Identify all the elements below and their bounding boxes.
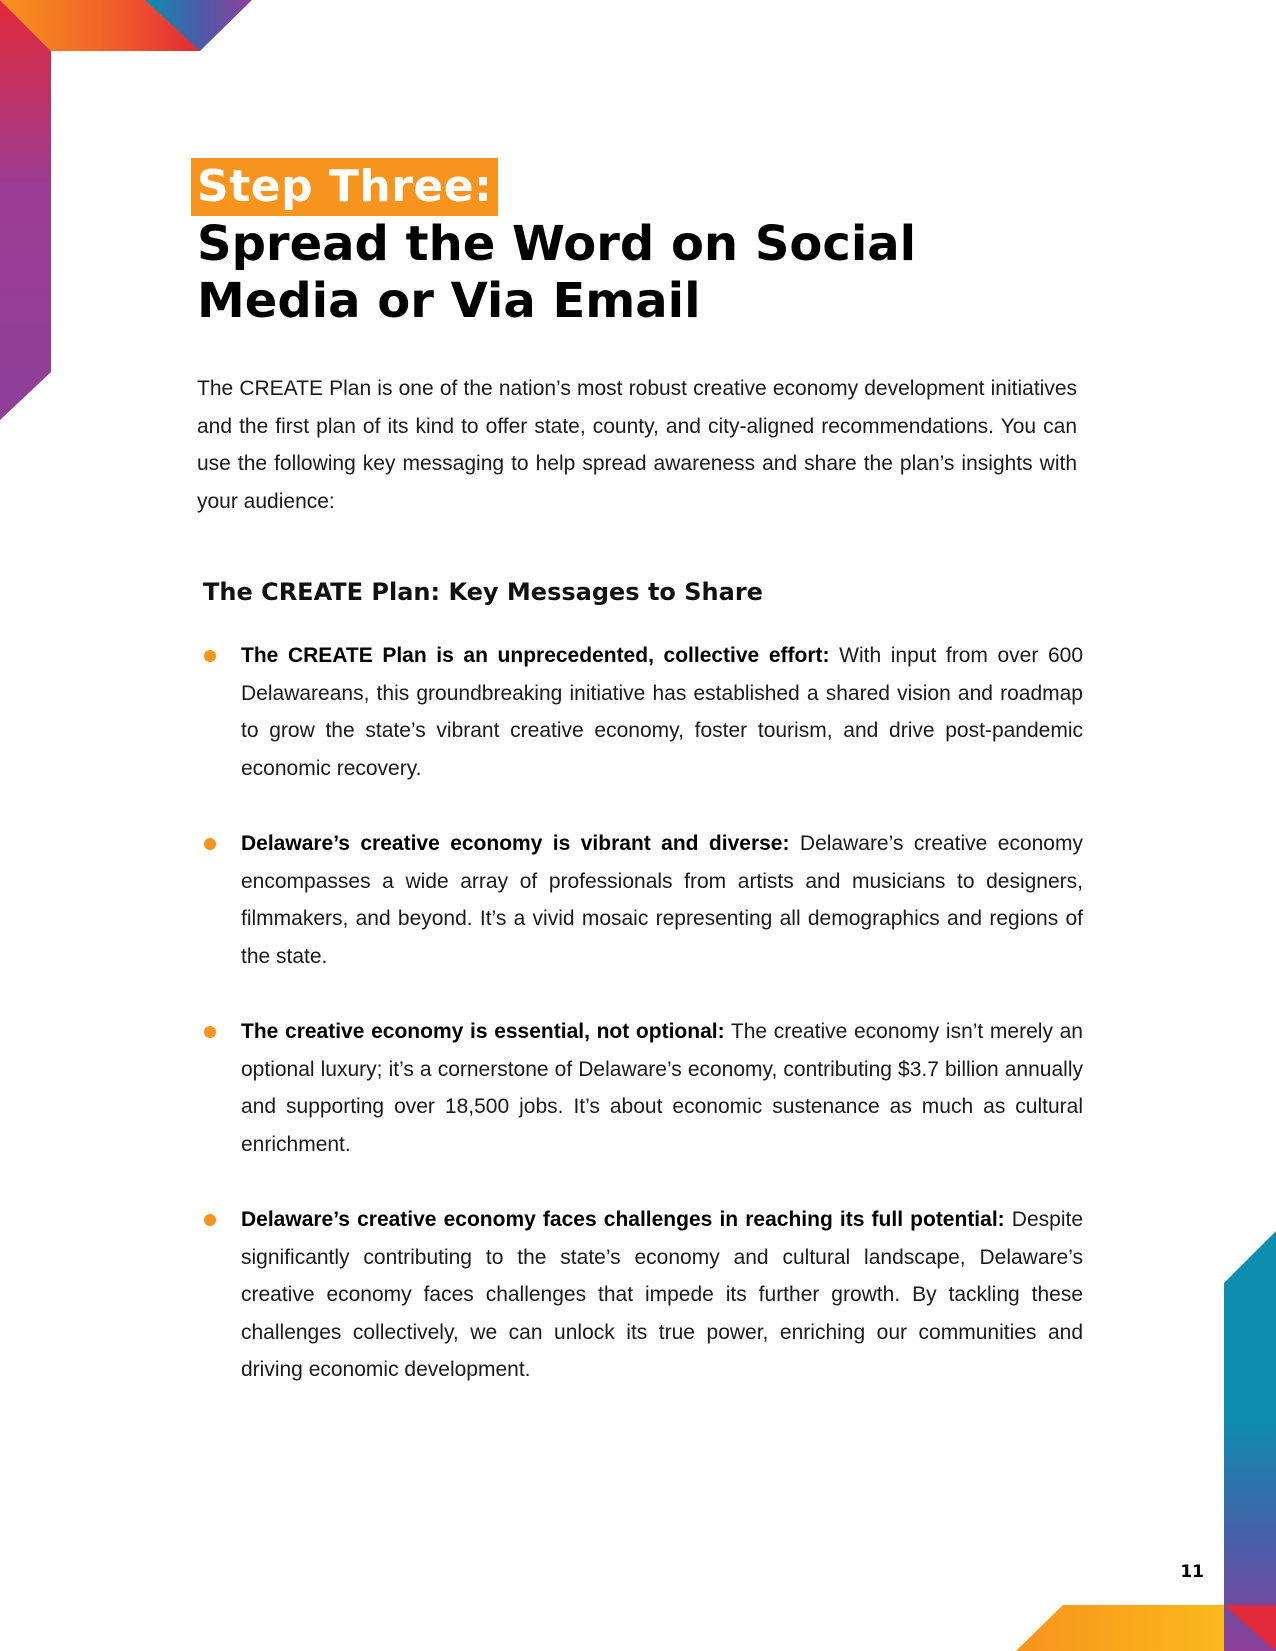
bullet-text: With input from over 600 Delawareans, this groundbreaking initiative has established a shared vision and roadmap to grow the state’s vibrant creative economy, foster tourism, and drive post-pandemic economic recovery. <box>241 644 1083 780</box>
section-heading: The CREATE Plan: Key Messages to Share <box>203 578 763 606</box>
bullet-lead: Delaware’s creative economy faces challenges in reaching its full potential: <box>241 1208 1005 1231</box>
step-label: Step Three: <box>191 158 498 216</box>
bullet-dot-icon <box>204 650 216 662</box>
page-header <box>197 158 1077 520</box>
page-number: 11 <box>1180 1562 1204 1582</box>
page-title: Spread the Word on Social Media or Via Email <box>197 216 917 329</box>
bullet-text: Despite significantly contributing to the state’s economy and cultural landscape, Delaware’s creative economy faces challenges that impede its further growth. By tackling these challenges collectively, we can unlock its true power, enriching our communities and driving economic development. <box>241 1208 1083 1381</box>
bottom-bar-shape <box>1016 1605 1224 1651</box>
list-item <box>203 825 1083 975</box>
bullet-dot-icon <box>204 838 216 850</box>
bullet-dot-icon <box>204 1214 216 1226</box>
left-bar-shape <box>0 0 51 420</box>
list-item <box>203 1201 1083 1389</box>
bullet-text: The creative economy isn’t merely an optional luxury; it’s a cornerstone of Delaware’s economy, contributing $3.7 billion annually and supporting over 18,500 jobs. It’s about economic sustenance as much as cultural enrichment. <box>241 1020 1083 1156</box>
bullet-text: Delaware’s creative economy encompasses a wide array of professionals from artists and musicians to designers, filmmakers, and beyond. It’s a vivid mosaic representing all demographics and regions of the state. <box>241 832 1083 968</box>
bullet-dot-icon <box>204 1026 216 1038</box>
right-bar-shape <box>1224 1231 1276 1651</box>
bullet-lead: The CREATE Plan is an unprecedented, collective effort: <box>241 644 830 667</box>
bullet-lead: Delaware’s creative economy is vibrant and diverse: <box>241 832 790 855</box>
intro-paragraph: The CREATE Plan is one of the nation’s most robust creative economy development initiatives and the first plan of its kind to offer state, county, and city-aligned recommendations. You can use the following key messaging to help spread awareness and share the plan’s insights with your audience: <box>197 377 1077 513</box>
list-item <box>203 637 1083 787</box>
bullet-lead: The creative economy is essential, not optional: <box>241 1020 725 1043</box>
list-item <box>203 1013 1083 1163</box>
key-messages-list <box>203 637 1083 1427</box>
